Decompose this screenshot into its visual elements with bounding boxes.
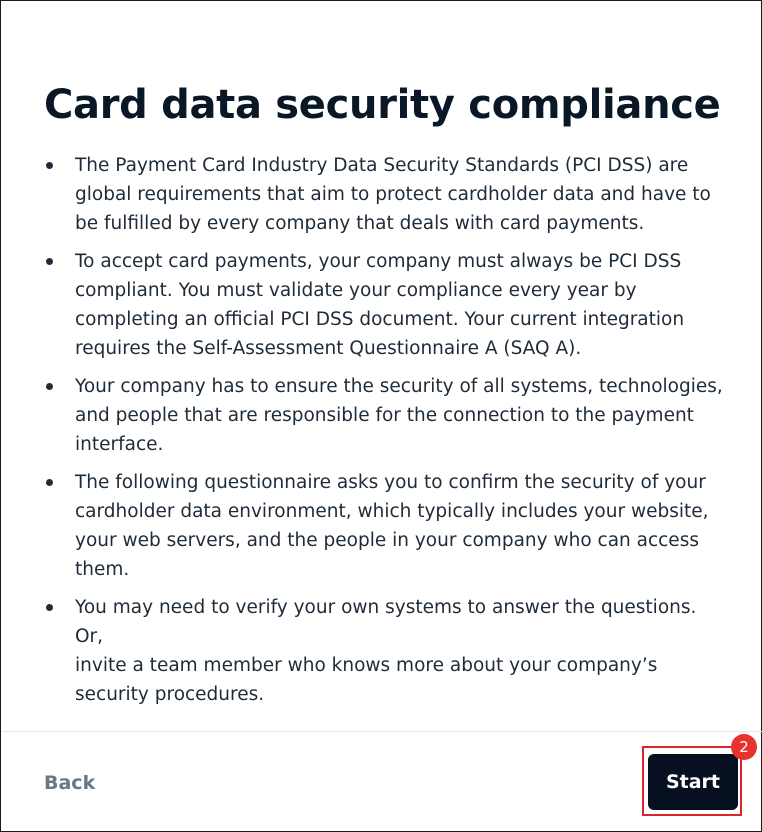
bullet-line: global requirements that aim to protect cardholder data and have to xyxy=(75,184,711,205)
back-button[interactable]: Back xyxy=(44,767,95,799)
bullet-line: interface. xyxy=(75,434,164,455)
bullet-line: and people that are responsible for the connection to the payment xyxy=(75,405,694,426)
page-title: Card data security compliance xyxy=(44,82,721,128)
bullet-line: cardholder data environment, which typically includes your website, xyxy=(75,501,709,522)
footer-divider xyxy=(2,731,762,732)
bullet-line: completing an official PCI DSS document. Your current integration xyxy=(75,309,685,330)
step-badge: 2 xyxy=(731,734,757,760)
list-item xyxy=(44,151,724,238)
bullet-line: invite a team member who knows more about your company’s xyxy=(75,655,658,676)
list-item xyxy=(44,372,724,459)
bullet-line: your web servers, and the people in your company who can access xyxy=(75,530,699,551)
bullet-line: You may need to verify your own systems to answer the questions. Or, xyxy=(75,597,697,647)
bullet-dot-icon xyxy=(46,604,53,611)
bullet-line: To accept card payments, your company must always be PCI DSS xyxy=(75,251,682,272)
bullet-list xyxy=(44,151,724,718)
bullet-dot-icon xyxy=(46,383,53,390)
bullet-line: requires the Self-Assessment Questionnaire A (SAQ A). xyxy=(75,338,582,359)
bullet-line: compliant. You must validate your compliance every year by xyxy=(75,280,637,301)
bullet-line: Your company has to ensure the security of all systems, technologies, xyxy=(75,376,723,397)
start-button[interactable]: Start xyxy=(648,754,738,810)
bullet-dot-icon xyxy=(46,479,53,486)
list-item xyxy=(44,593,724,709)
bullet-line: The Payment Card Industry Data Security Standards (PCI DSS) are xyxy=(75,155,689,176)
list-item xyxy=(44,247,724,363)
bullet-line: security procedures. xyxy=(75,684,265,705)
bullet-dot-icon xyxy=(46,258,53,265)
list-item xyxy=(44,468,724,584)
bullet-line: be fulfilled by every company that deals with card payments. xyxy=(75,213,645,234)
bullet-line: The following questionnaire asks you to confirm the security of your xyxy=(75,472,706,493)
bullet-line: them. xyxy=(75,559,130,580)
bullet-dot-icon xyxy=(46,162,53,169)
